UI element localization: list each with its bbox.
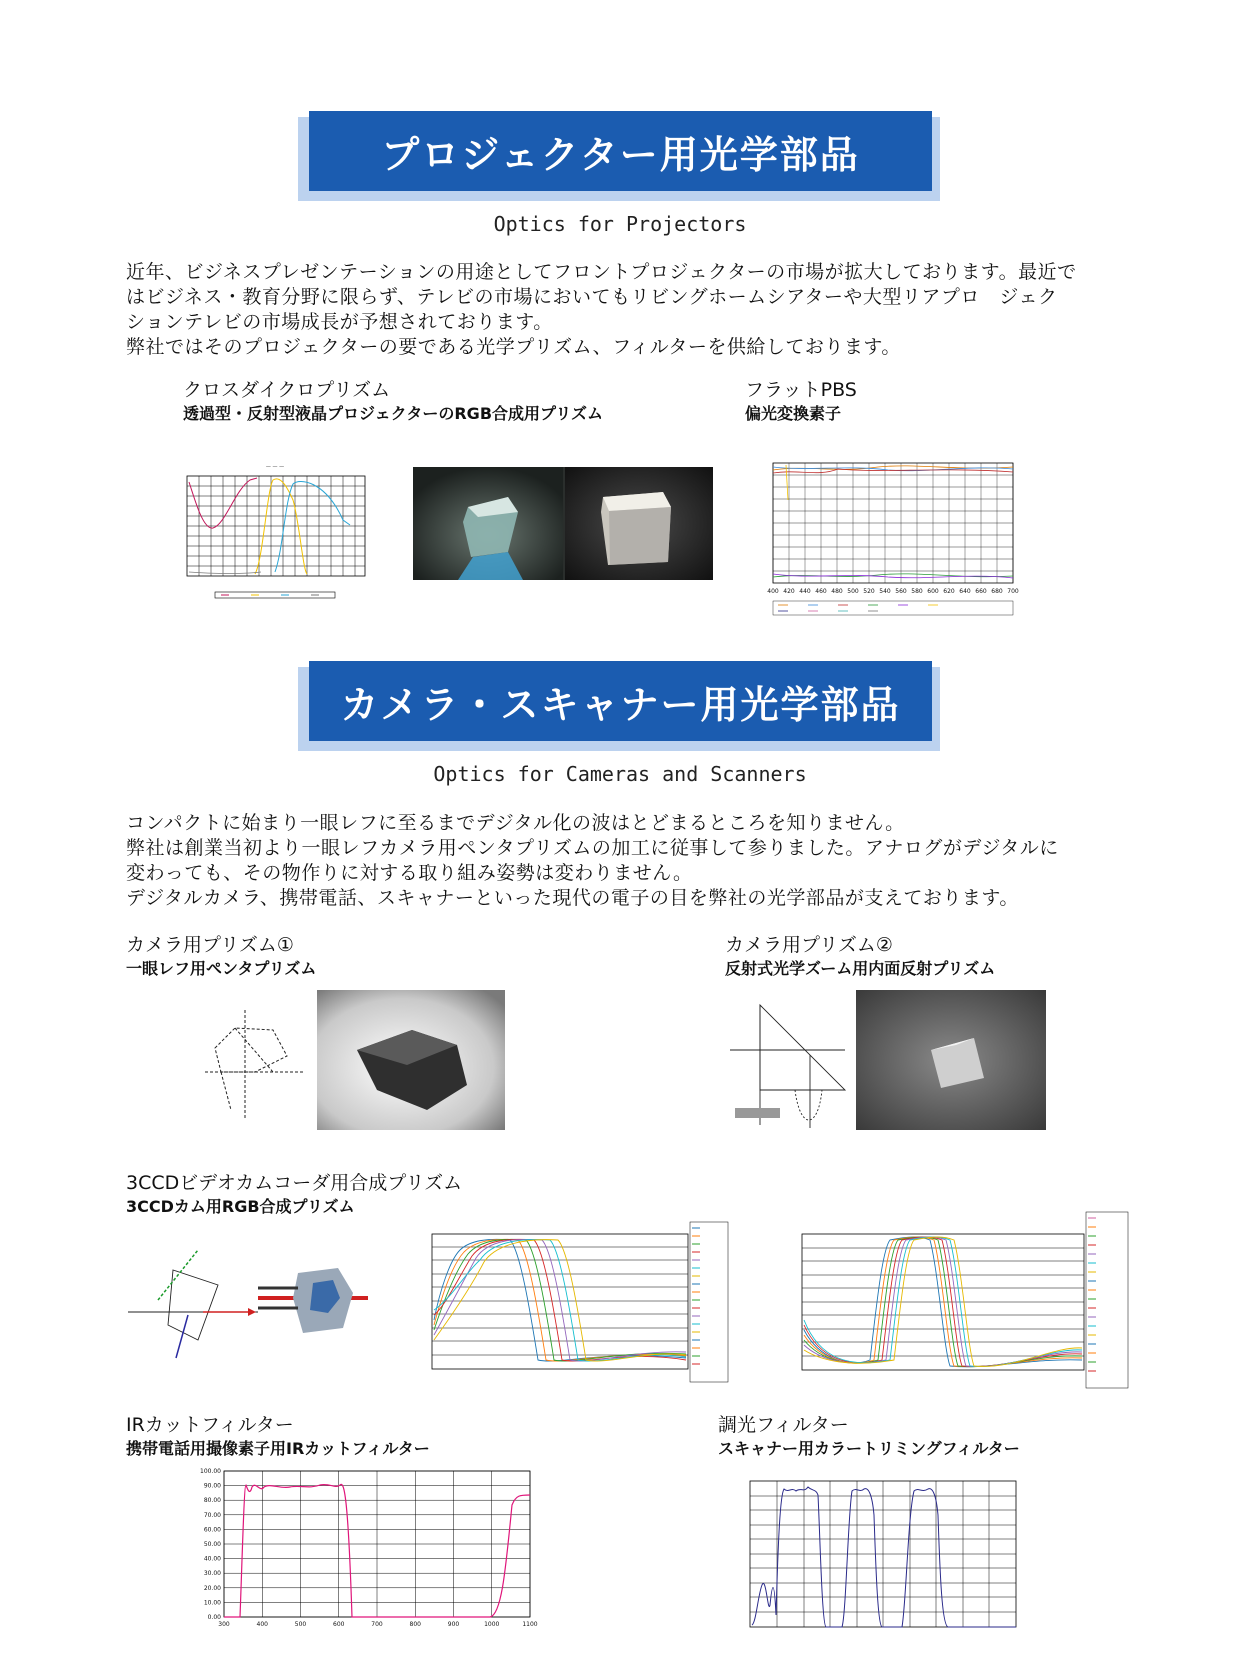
3ccd-prism-diagram xyxy=(128,1240,263,1360)
x-tick-label: 400 xyxy=(256,1621,268,1628)
product-title: 調光フィルター xyxy=(718,1414,849,1436)
paragraph-line: 弊社ではそのプロジェクターの要である光学プリズム、フィルターを供給しております。 xyxy=(126,336,901,358)
3ccd-spectrum-chart-1 xyxy=(420,1220,730,1390)
section2-title: カメラ・スキャナー用光学部品 xyxy=(309,661,932,741)
x-tick-label: 580 xyxy=(911,588,923,595)
x-tick-label: 400 xyxy=(767,588,779,595)
x-tick-label: 440 xyxy=(799,588,811,595)
flat-pbs-chart xyxy=(748,455,1028,620)
paragraph-line: 変わっても、その物作りに対する取り組み姿勢は変わりません。 xyxy=(126,862,693,884)
product-title: カメラ用プリズム① xyxy=(126,934,294,956)
cross-dichroic-chart xyxy=(175,460,375,605)
paragraph-line: コンパクトに始まり一眼レフに至るまでデジタル化の波はとどまるところを知りません。 xyxy=(126,812,905,834)
product-desc: スキャナー用カラートリミングフィルター xyxy=(718,1439,1020,1458)
x-tick-label: 500 xyxy=(294,1621,307,1628)
section2-subtitle: Optics for Cameras and Scanners xyxy=(433,762,807,786)
y-tick-label: 70.00 xyxy=(203,1511,221,1519)
x-tick-label: 680 xyxy=(991,588,1003,595)
svg-text:— — —: — — — xyxy=(265,464,285,470)
x-tick-label: 500 xyxy=(847,588,859,595)
product-desc: 一眼レフ用ペンタプリズム xyxy=(126,959,317,978)
3ccd-prism-photo xyxy=(258,1248,378,1348)
section1-title: プロジェクター用光学部品 xyxy=(309,111,932,191)
zoom-prism-diagram xyxy=(730,1000,850,1135)
paragraph-line: デジタルカメラ、携帯電話、スキャナーといった現代の電子の目を弊社の光学部品が支えております。 xyxy=(126,887,1019,909)
y-tick-label: 50.00 xyxy=(203,1541,221,1548)
pentaprism-diagram xyxy=(205,1010,315,1120)
product-title: 3CCDビデオカムコーダ用合成プリズム xyxy=(126,1172,463,1194)
section2-paragraph xyxy=(126,811,1059,911)
product-desc: 3CCDカム用RGB合成プリズム xyxy=(126,1197,355,1216)
x-tick-label: 620 xyxy=(943,588,955,595)
y-tick-label: 80.00 xyxy=(203,1497,221,1505)
x-tick-label: 1000 xyxy=(484,1621,500,1628)
y-tick-label: 10.00 xyxy=(203,1599,221,1607)
y-tick-label: 100.00 xyxy=(200,1468,221,1475)
y-tick-label: 90.00 xyxy=(203,1482,221,1490)
product-title: フラットPBS xyxy=(745,379,857,401)
x-tick-label: 520 xyxy=(863,588,875,595)
x-tick-label: 300 xyxy=(218,1621,230,1628)
paragraph-line: 近年、ビジネスプレゼンテーションの用途としてフロントプロジェクターの市場が拡大しております。最近で xyxy=(126,261,1077,283)
y-tick-label: 30.00 xyxy=(203,1570,221,1578)
x-tick-label: 600 xyxy=(927,588,939,595)
cross-dichroic-prism-photo xyxy=(413,467,713,580)
y-tick-label: 0.00 xyxy=(207,1614,221,1621)
product-desc: 透過型・反射型液晶プロジェクターのRGB合成用プリズム xyxy=(183,404,604,423)
x-tick-label: 460 xyxy=(815,588,827,595)
section1-subtitle: Optics for Projectors xyxy=(493,212,747,236)
y-tick-label: 40.00 xyxy=(203,1555,221,1563)
x-tick-label: 560 xyxy=(895,588,907,595)
pentaprism-photo xyxy=(317,990,505,1130)
paragraph-line: はビジネス・教育分野に限らず、テレビの市場においてもリビングホームシアターや大型リアプロ ジェク xyxy=(126,286,1058,308)
x-tick-label: 1100 xyxy=(522,1621,538,1628)
x-tick-label: 700 xyxy=(371,1621,383,1628)
trimming-filter-chart xyxy=(722,1475,1022,1645)
y-tick-label: 20.00 xyxy=(203,1584,221,1592)
ir-cut-filter-chart xyxy=(190,1465,540,1645)
x-tick-label: 420 xyxy=(783,588,795,595)
x-tick-label: 480 xyxy=(831,588,843,595)
x-tick-label: 660 xyxy=(975,588,987,595)
paragraph-line: ションテレビの市場成長が予想されております。 xyxy=(126,311,553,333)
x-tick-label: 640 xyxy=(959,588,971,595)
product-title: IRカットフィルター xyxy=(126,1414,294,1436)
product-desc: 携帯電話用撮像素子用IRカットフィルター xyxy=(126,1439,430,1458)
product-desc: 偏光変換素子 xyxy=(745,404,842,423)
product-desc: 反射式光学ズーム用内面反射プリズム xyxy=(725,959,996,978)
x-tick-label: 600 xyxy=(333,1621,345,1628)
product-title: クロスダイクロプリズム xyxy=(183,379,391,401)
x-tick-label: 800 xyxy=(409,1621,421,1628)
section1-paragraph xyxy=(126,260,1077,360)
y-tick-label: 60.00 xyxy=(203,1526,221,1534)
zoom-prism-photo xyxy=(856,990,1046,1130)
paragraph-line: 弊社は創業当初より一眼レフカメラ用ペンタプリズムの加工に従事して参りました。アナログがデジタルに xyxy=(126,837,1059,859)
x-tick-label: 900 xyxy=(447,1621,460,1628)
product-title: カメラ用プリズム② xyxy=(725,934,893,956)
x-tick-label: 700 xyxy=(1007,588,1019,595)
x-tick-label: 540 xyxy=(879,588,891,595)
3ccd-spectrum-chart-2 xyxy=(790,1210,1130,1390)
